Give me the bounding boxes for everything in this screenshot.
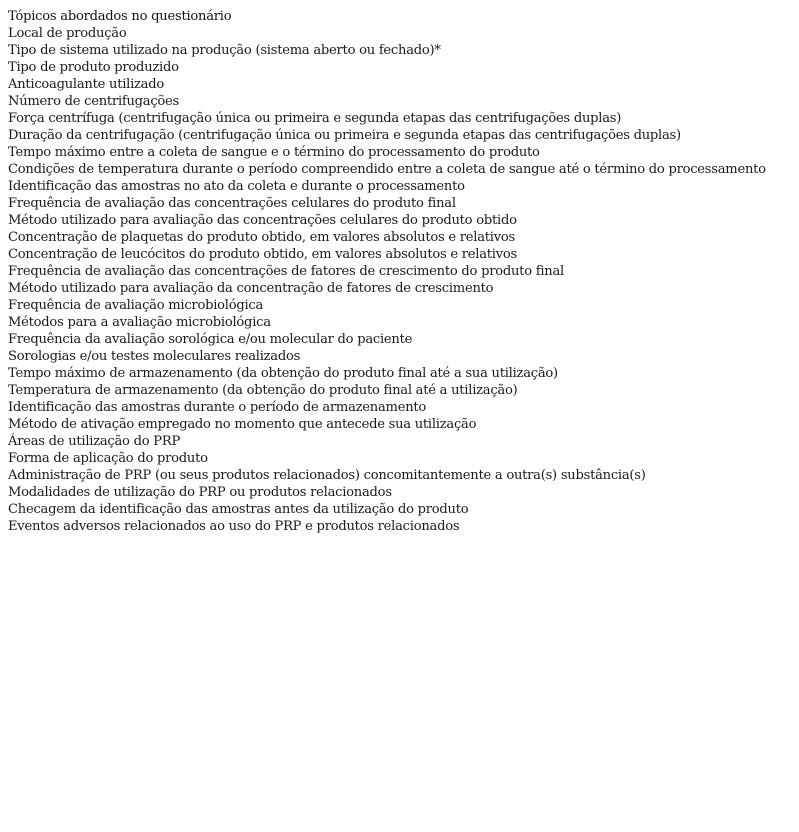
topic-item: Tempo máximo entre a coleta de sangue e o término do processamento do produto xyxy=(8,145,540,160)
topic-item: Identificação das amostras durante o período de armazenamento xyxy=(8,400,427,415)
topic-item: Frequência de avaliação das concentrações celulares do produto final xyxy=(8,196,456,211)
topic-item: Frequência de avaliação das concentrações de fatores de crescimento do produto final xyxy=(8,264,564,279)
topic-item: Métodos para a avaliação microbiológica xyxy=(8,315,271,330)
topic-item: Frequência da avaliação sorológica e/ou molecular do paciente xyxy=(8,332,413,347)
topic-item: Tipo de sistema utilizado na produção (sistema aberto ou fechado)* xyxy=(8,43,441,58)
topic-item: Tempo máximo de armazenamento (da obtenção do produto final até a sua utilização) xyxy=(8,366,558,381)
topic-item: Sorologias e/ou testes moleculares realizados xyxy=(8,349,301,364)
topic-item: Método utilizado para avaliação das concentrações celulares do produto obtido xyxy=(8,213,517,228)
topic-item: Anticoagulante utilizado xyxy=(8,77,165,92)
topic-item: Tipo de produto produzido xyxy=(8,60,179,75)
topic-item: Áreas de utilização do PRP xyxy=(8,434,180,449)
topic-item: Condições de temperatura durante o período compreendido entre a coleta de sangue até o término do processamento xyxy=(8,162,766,177)
topic-item: Número de centrifugações xyxy=(8,94,180,109)
topic-item: Frequência de avaliação microbiológica xyxy=(8,298,264,313)
topic-item: Eventos adversos relacionados ao uso do PRP e produtos relacionados xyxy=(8,519,460,534)
topic-item: Duração da centrifugação (centrifugação única ou primeira e segunda etapas das centrifugações duplas) xyxy=(8,128,681,143)
topics-list xyxy=(8,25,797,535)
topic-item: Concentração de plaquetas do produto obtido, em valores absolutos e relativos xyxy=(8,230,515,245)
topic-item: Forma de aplicação do produto xyxy=(8,451,208,466)
topic-item: Método utilizado para avaliação da concentração de fatores de crescimento xyxy=(8,281,494,296)
topic-item: Concentração de leucócitos do produto obtido, em valores absolutos e relativos xyxy=(8,247,517,262)
document-title: Tópicos abordados no questionário xyxy=(8,9,232,24)
topic-item: Modalidades de utilização do PRP ou produtos relacionados xyxy=(8,485,392,500)
topics-document xyxy=(8,8,797,535)
topic-item: Força centrífuga (centrifugação única ou primeira e segunda etapas das centrifugações duplas) xyxy=(8,111,622,126)
topic-item: Administração de PRP (ou seus produtos relacionados) concomitantemente a outra(s) substância(s) xyxy=(8,468,646,483)
topic-item: Método de ativação empregado no momento que antecede sua utilização xyxy=(8,417,477,432)
topic-item: Checagem da identificação das amostras antes da utilização do produto xyxy=(8,502,469,517)
topic-item: Temperatura de armazenamento (da obtenção do produto final até a utilização) xyxy=(8,383,518,398)
topic-item: Local de produção xyxy=(8,26,127,41)
topic-item: Identificação das amostras no ato da coleta e durante o processamento xyxy=(8,179,465,194)
